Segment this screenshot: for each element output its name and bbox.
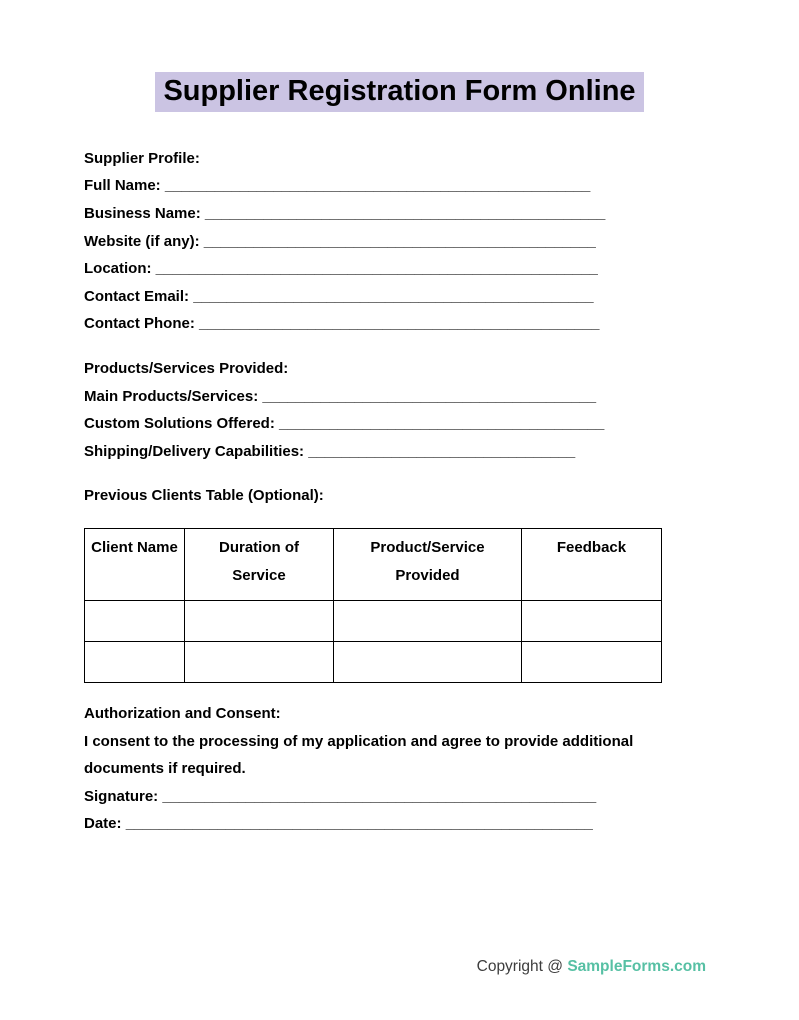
supplier-profile-heading: Supplier Profile:	[84, 149, 200, 167]
main-products-label: Main Products/Services:	[84, 387, 259, 405]
previous-clients-table	[84, 528, 662, 683]
table-cell	[522, 601, 662, 642]
field-contact-email	[84, 283, 799, 311]
section-products-services	[84, 355, 799, 465]
title-bar	[0, 0, 799, 112]
field-location	[84, 255, 799, 283]
location-line: _____________________________________________________	[155, 260, 598, 278]
authorization-consent-heading: Authorization and Consent:	[84, 705, 281, 723]
contact-email-line: ________________________________________________	[193, 287, 594, 305]
contact-phone-label: Contact Phone:	[84, 315, 195, 333]
header-feedback: Feedback	[522, 529, 662, 601]
custom-solutions-label: Custom Solutions Offered:	[84, 415, 275, 433]
field-contact-phone	[84, 310, 799, 338]
header-duration-of-service: Duration of Service	[185, 529, 334, 601]
table-cell	[334, 642, 522, 683]
field-date	[84, 810, 799, 838]
products-services-heading: Products/Services Provided:	[84, 360, 289, 378]
table-cell	[185, 642, 334, 683]
business-name-line: ________________________________________________	[204, 205, 606, 223]
section-supplier-profile	[84, 145, 799, 338]
section-authorization-consent	[84, 700, 799, 838]
field-signature	[84, 783, 799, 811]
date-line: ________________________________________________________	[125, 815, 593, 833]
field-business-name	[84, 200, 799, 228]
footer	[477, 958, 706, 976]
full-name-label: Full Name:	[84, 177, 161, 195]
copyright-text: Copyright @	[476, 958, 568, 975]
location-label: Location:	[84, 260, 152, 278]
field-custom-solutions	[84, 410, 799, 438]
header-product-service-provided: Product/Service Provided	[334, 529, 522, 601]
field-website	[84, 228, 799, 256]
table-row	[85, 642, 662, 683]
business-name-label: Business Name:	[84, 205, 201, 223]
website-line: _______________________________________________	[203, 232, 596, 250]
website-label: Website (if any):	[84, 232, 200, 250]
shipping-delivery-line: ________________________________	[308, 442, 576, 460]
header-client-name: Client Name	[85, 529, 185, 601]
contact-phone-line: ________________________________________________	[199, 315, 600, 333]
consent-text: I consent to the processing of my application and agree to provide additional documents if required.	[84, 732, 634, 778]
shipping-delivery-label: Shipping/Delivery Capabilities:	[84, 442, 305, 460]
table-header-row	[85, 529, 662, 601]
signature-line: ____________________________________________________	[162, 787, 597, 805]
previous-clients-heading: Previous Clients Table (Optional):	[84, 487, 324, 505]
table-cell	[522, 642, 662, 683]
table-cell	[185, 601, 334, 642]
brand-link[interactable]: SampleForms.com	[567, 958, 706, 975]
field-main-products	[84, 383, 799, 411]
main-products-line: ________________________________________	[262, 387, 597, 405]
table-row	[85, 601, 662, 642]
page-title: Supplier Registration Form Online	[155, 72, 643, 112]
table-cell	[85, 601, 185, 642]
section-previous-clients	[84, 482, 799, 683]
field-shipping-delivery	[84, 438, 799, 466]
table-cell	[85, 642, 185, 683]
full-name-line: ___________________________________________________	[164, 177, 591, 195]
signature-label: Signature:	[84, 787, 159, 805]
table-cell	[334, 601, 522, 642]
custom-solutions-line: _______________________________________	[279, 415, 605, 433]
contact-email-label: Contact Email:	[84, 287, 190, 305]
field-full-name	[84, 172, 799, 200]
date-label: Date:	[84, 815, 122, 833]
